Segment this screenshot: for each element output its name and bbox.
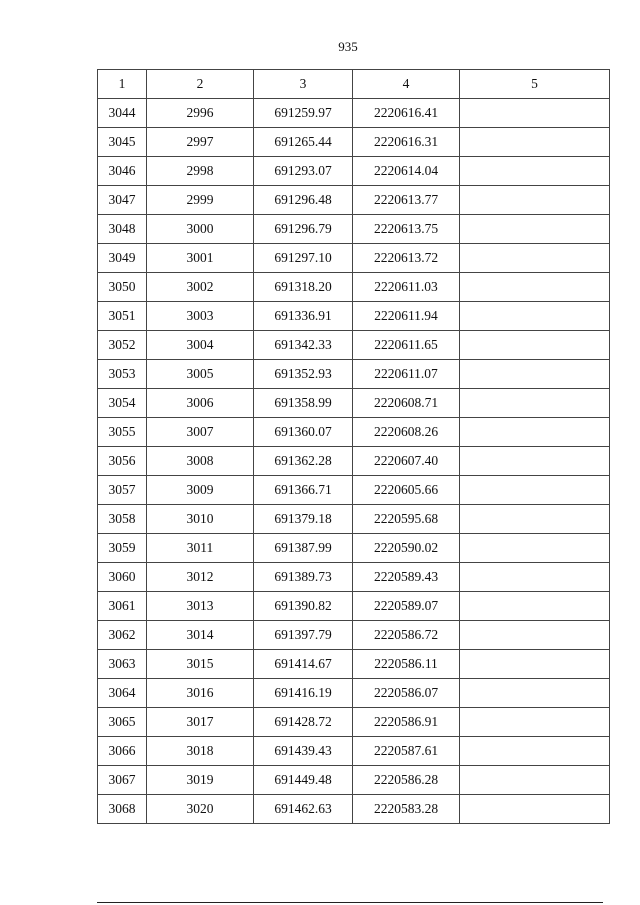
table-row bbox=[98, 186, 610, 215]
table-cell-col-3: 691416.19 bbox=[254, 679, 353, 708]
table-cell-col-3: 691387.99 bbox=[254, 534, 353, 563]
table-cell-col-1: 3054 bbox=[98, 389, 147, 418]
table-cell-col-1: 3050 bbox=[98, 273, 147, 302]
table-cell-col-2: 3017 bbox=[147, 708, 254, 737]
table-cell-col-1: 3061 bbox=[98, 592, 147, 621]
table-row bbox=[98, 418, 610, 447]
table-row bbox=[98, 650, 610, 679]
table-cell-col-3: 691296.48 bbox=[254, 186, 353, 215]
table-cell-col-3: 691352.93 bbox=[254, 360, 353, 389]
table-row bbox=[98, 737, 610, 766]
table-cell-col-4: 2220608.71 bbox=[353, 389, 460, 418]
table-cell-col-3: 691265.44 bbox=[254, 128, 353, 157]
table-cell-col-1: 3060 bbox=[98, 563, 147, 592]
table-cell-col-4: 2220583.28 bbox=[353, 795, 460, 824]
table-cell-col-3: 691428.72 bbox=[254, 708, 353, 737]
table-cell-col-4: 2220611.03 bbox=[353, 273, 460, 302]
table-cell-col-5 bbox=[460, 737, 610, 766]
table-cell-col-1: 3065 bbox=[98, 708, 147, 737]
table-cell-col-4: 2220611.94 bbox=[353, 302, 460, 331]
table-cell-col-4: 2220589.43 bbox=[353, 563, 460, 592]
table-cell-col-1: 3067 bbox=[98, 766, 147, 795]
table-cell-col-2: 2996 bbox=[147, 99, 254, 128]
table-cell-col-5 bbox=[460, 534, 610, 563]
table-cell-col-4: 2220614.04 bbox=[353, 157, 460, 186]
table-cell-col-1: 3059 bbox=[98, 534, 147, 563]
table-cell-col-3: 691336.91 bbox=[254, 302, 353, 331]
table-cell-col-3: 691449.48 bbox=[254, 766, 353, 795]
table-cell-col-3: 691462.63 bbox=[254, 795, 353, 824]
table-row bbox=[98, 273, 610, 302]
table-row bbox=[98, 505, 610, 534]
table-cell-col-2: 2998 bbox=[147, 157, 254, 186]
table-cell-col-4: 2220613.72 bbox=[353, 244, 460, 273]
table-row bbox=[98, 302, 610, 331]
table-cell-col-4: 2220607.40 bbox=[353, 447, 460, 476]
table-cell-col-3: 691379.18 bbox=[254, 505, 353, 534]
table-row bbox=[98, 331, 610, 360]
table-cell-col-1: 3056 bbox=[98, 447, 147, 476]
table-cell-col-4: 2220589.07 bbox=[353, 592, 460, 621]
table-cell-col-2: 3020 bbox=[147, 795, 254, 824]
table-cell-col-5 bbox=[460, 273, 610, 302]
table-cell-col-5 bbox=[460, 708, 610, 737]
table-cell-col-4: 2220586.28 bbox=[353, 766, 460, 795]
coordinates-table bbox=[97, 69, 610, 824]
table-cell-col-4: 2220595.68 bbox=[353, 505, 460, 534]
table-cell-col-4: 2220611.65 bbox=[353, 331, 460, 360]
column-header-2: 2 bbox=[147, 70, 254, 99]
table-cell-col-5 bbox=[460, 186, 610, 215]
table-cell-col-5 bbox=[460, 505, 610, 534]
table-cell-col-2: 3000 bbox=[147, 215, 254, 244]
page-number: 935 bbox=[338, 39, 358, 54]
table-cell-col-4: 2220586.11 bbox=[353, 650, 460, 679]
table-cell-col-5 bbox=[460, 389, 610, 418]
table-cell-col-4: 2220613.75 bbox=[353, 215, 460, 244]
table-cell-col-1: 3066 bbox=[98, 737, 147, 766]
table-cell-col-4: 2220587.61 bbox=[353, 737, 460, 766]
table-row bbox=[98, 679, 610, 708]
table-cell-col-5 bbox=[460, 157, 610, 186]
table-cell-col-2: 3005 bbox=[147, 360, 254, 389]
table-cell-col-2: 3012 bbox=[147, 563, 254, 592]
table-cell-col-2: 3001 bbox=[147, 244, 254, 273]
table-row bbox=[98, 621, 610, 650]
table-cell-col-4: 2220613.77 bbox=[353, 186, 460, 215]
table-cell-col-4: 2220586.91 bbox=[353, 708, 460, 737]
table-cell-col-2: 3014 bbox=[147, 621, 254, 650]
table-cell-col-2: 3015 bbox=[147, 650, 254, 679]
table-row bbox=[98, 766, 610, 795]
footer-rule bbox=[97, 902, 603, 903]
table-cell-col-5 bbox=[460, 679, 610, 708]
table-cell-col-5 bbox=[460, 447, 610, 476]
table-cell-col-3: 691342.33 bbox=[254, 331, 353, 360]
table-cell-col-5 bbox=[460, 592, 610, 621]
column-header-4: 4 bbox=[353, 70, 460, 99]
table-cell-col-2: 3007 bbox=[147, 418, 254, 447]
table-row bbox=[98, 708, 610, 737]
table-cell-col-3: 691389.73 bbox=[254, 563, 353, 592]
table-row bbox=[98, 563, 610, 592]
column-header-5: 5 bbox=[460, 70, 610, 99]
table-cell-col-1: 3052 bbox=[98, 331, 147, 360]
table-body bbox=[98, 99, 610, 824]
table-cell-col-2: 2999 bbox=[147, 186, 254, 215]
table-cell-col-3: 691414.67 bbox=[254, 650, 353, 679]
table-cell-col-4: 2220616.31 bbox=[353, 128, 460, 157]
table-cell-col-1: 3051 bbox=[98, 302, 147, 331]
table-cell-col-3: 691390.82 bbox=[254, 592, 353, 621]
table-row bbox=[98, 360, 610, 389]
table-cell-col-4: 2220586.07 bbox=[353, 679, 460, 708]
column-header-1: 1 bbox=[98, 70, 147, 99]
table-cell-col-3: 691318.20 bbox=[254, 273, 353, 302]
table-cell-col-3: 691259.97 bbox=[254, 99, 353, 128]
table-cell-col-5 bbox=[460, 621, 610, 650]
table-cell-col-4: 2220608.26 bbox=[353, 418, 460, 447]
table-cell-col-5 bbox=[460, 99, 610, 128]
table-row bbox=[98, 244, 610, 273]
table-cell-col-5 bbox=[460, 244, 610, 273]
table-cell-col-1: 3045 bbox=[98, 128, 147, 157]
table-cell-col-3: 691293.07 bbox=[254, 157, 353, 186]
table-cell-col-1: 3047 bbox=[98, 186, 147, 215]
table-cell-col-5 bbox=[460, 563, 610, 592]
table-cell-col-2: 3011 bbox=[147, 534, 254, 563]
table-header-row bbox=[98, 70, 610, 99]
table-row bbox=[98, 157, 610, 186]
table-cell-col-4: 2220605.66 bbox=[353, 476, 460, 505]
table-cell-col-1: 3062 bbox=[98, 621, 147, 650]
table-cell-col-1: 3044 bbox=[98, 99, 147, 128]
table-cell-col-5 bbox=[460, 360, 610, 389]
column-header-3: 3 bbox=[254, 70, 353, 99]
table-cell-col-4: 2220590.02 bbox=[353, 534, 460, 563]
table-cell-col-5 bbox=[460, 795, 610, 824]
table-cell-col-2: 3009 bbox=[147, 476, 254, 505]
table-row bbox=[98, 592, 610, 621]
table-cell-col-5 bbox=[460, 215, 610, 244]
table-cell-col-3: 691296.79 bbox=[254, 215, 353, 244]
table-row bbox=[98, 534, 610, 563]
table-cell-col-1: 3049 bbox=[98, 244, 147, 273]
table-cell-col-4: 2220586.72 bbox=[353, 621, 460, 650]
table-row bbox=[98, 447, 610, 476]
table-row bbox=[98, 99, 610, 128]
table-cell-col-3: 691297.10 bbox=[254, 244, 353, 273]
table-cell-col-3: 691366.71 bbox=[254, 476, 353, 505]
table-cell-col-3: 691360.07 bbox=[254, 418, 353, 447]
table-cell-col-2: 3018 bbox=[147, 737, 254, 766]
table-cell-col-2: 3019 bbox=[147, 766, 254, 795]
table-cell-col-3: 691358.99 bbox=[254, 389, 353, 418]
table-row bbox=[98, 389, 610, 418]
table-cell-col-2: 3016 bbox=[147, 679, 254, 708]
table-cell-col-5 bbox=[460, 128, 610, 157]
table-cell-col-1: 3057 bbox=[98, 476, 147, 505]
table-cell-col-3: 691362.28 bbox=[254, 447, 353, 476]
table-cell-col-2: 2997 bbox=[147, 128, 254, 157]
table-row bbox=[98, 795, 610, 824]
table-cell-col-5 bbox=[460, 650, 610, 679]
table-cell-col-2: 3006 bbox=[147, 389, 254, 418]
table-cell-col-2: 3004 bbox=[147, 331, 254, 360]
table-cell-col-2: 3008 bbox=[147, 447, 254, 476]
table-cell-col-1: 3055 bbox=[98, 418, 147, 447]
table-cell-col-1: 3064 bbox=[98, 679, 147, 708]
table-cell-col-5 bbox=[460, 476, 610, 505]
table-cell-col-5 bbox=[460, 766, 610, 795]
table-cell-col-2: 3002 bbox=[147, 273, 254, 302]
table-row bbox=[98, 215, 610, 244]
table-row bbox=[98, 128, 610, 157]
table-cell-col-3: 691439.43 bbox=[254, 737, 353, 766]
table-cell-col-1: 3048 bbox=[98, 215, 147, 244]
table-cell-col-1: 3053 bbox=[98, 360, 147, 389]
table-cell-col-1: 3068 bbox=[98, 795, 147, 824]
table-cell-col-1: 3058 bbox=[98, 505, 147, 534]
table-cell-col-2: 3003 bbox=[147, 302, 254, 331]
table-cell-col-5 bbox=[460, 418, 610, 447]
table-cell-col-5 bbox=[460, 302, 610, 331]
table-cell-col-5 bbox=[460, 331, 610, 360]
table-cell-col-4: 2220611.07 bbox=[353, 360, 460, 389]
table-cell-col-3: 691397.79 bbox=[254, 621, 353, 650]
table-row bbox=[98, 476, 610, 505]
table-cell-col-2: 3013 bbox=[147, 592, 254, 621]
table-cell-col-1: 3063 bbox=[98, 650, 147, 679]
table-cell-col-2: 3010 bbox=[147, 505, 254, 534]
table-cell-col-1: 3046 bbox=[98, 157, 147, 186]
table-cell-col-4: 2220616.41 bbox=[353, 99, 460, 128]
